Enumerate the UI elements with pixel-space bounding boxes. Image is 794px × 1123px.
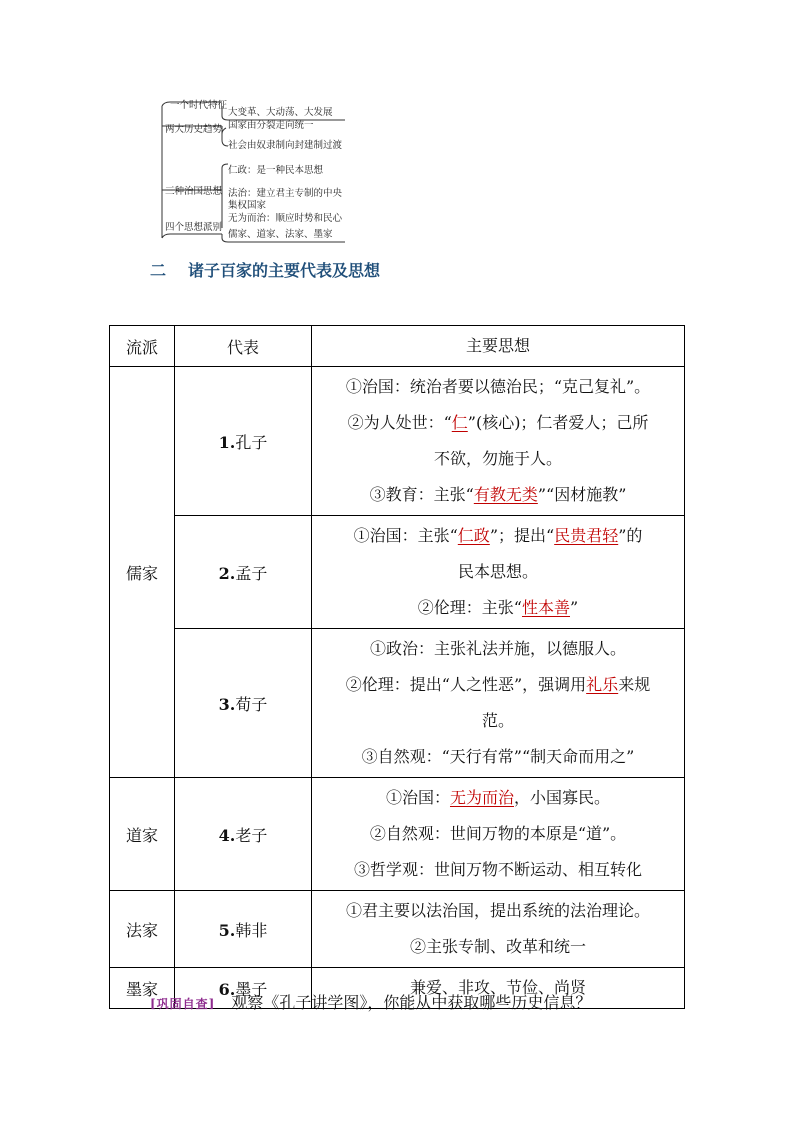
thought-text: ①君主要以法治国，提出系统的法治理论。 xyxy=(345,901,650,920)
branch-item: 仁政：是一种民本思想 xyxy=(228,165,324,176)
thought-line xyxy=(316,369,680,405)
representative-cell xyxy=(175,367,312,516)
representative-number: 2. xyxy=(218,563,236,583)
branch-item: 社会由奴隶制向封建制过渡 xyxy=(228,140,343,151)
representative-name: 孔子 xyxy=(235,432,268,452)
thought-text: ③教育：主张“ xyxy=(369,485,474,504)
keyword-blank: 仁 xyxy=(451,413,468,432)
thought-text: ，小国寡民。 xyxy=(514,788,611,807)
section-heading xyxy=(150,258,380,281)
section-number: 二 xyxy=(150,261,167,280)
thought-text: ②伦理：提出“人之性恶”，强调用 xyxy=(345,675,587,694)
thought-text: 范。 xyxy=(481,711,514,730)
thought-line xyxy=(316,780,680,816)
thought-text: ②伦理：主张“ xyxy=(417,598,522,617)
thought-text: ①治国： xyxy=(385,788,450,807)
thought-text: ”“因材施教” xyxy=(537,485,627,504)
table-row xyxy=(110,516,685,629)
branch-item: 国家由分裂走向统一 xyxy=(228,120,314,131)
thought-line xyxy=(316,929,680,965)
thought-text: ②为人处世：“ xyxy=(347,413,452,432)
representative-number: 6. xyxy=(218,979,236,999)
thought-line xyxy=(316,554,680,590)
thought-line xyxy=(316,852,680,888)
representative-number: 5. xyxy=(218,920,236,940)
thought-text: 不欲，勿施于人。 xyxy=(433,449,562,468)
thought-line xyxy=(316,518,680,554)
branch-label: 四个思想派别 xyxy=(165,222,223,233)
table-row xyxy=(110,891,685,968)
thought-text: ①治国：统治者要以德治民；“克己复礼”。 xyxy=(345,377,651,396)
keyword-blank: 民贵君轻 xyxy=(554,526,619,545)
thought-line xyxy=(316,893,680,929)
thought-line xyxy=(316,703,680,739)
representative-name: 荀子 xyxy=(235,694,268,714)
representative-name: 墨子 xyxy=(235,979,268,999)
branch-label: 一个时代特征 xyxy=(170,100,228,111)
thought-text: 民本思想。 xyxy=(457,562,538,581)
thought-text: ①政治：主张礼法并施，以德服人。 xyxy=(369,639,626,658)
school-cell: 法家 xyxy=(110,891,175,968)
section-title: 诸子百家的主要代表及思想 xyxy=(188,261,381,280)
representative-number: 4. xyxy=(218,825,236,845)
header-representative: 代表 xyxy=(175,326,312,367)
thought-text: ”的 xyxy=(618,526,643,545)
table-row xyxy=(110,778,685,891)
mind-map xyxy=(150,98,370,246)
school-cell: 道家 xyxy=(110,778,175,891)
thought-text: ” xyxy=(570,598,579,617)
representative-number: 1. xyxy=(218,432,236,452)
representative-name: 老子 xyxy=(235,825,268,845)
thought-cell xyxy=(312,367,685,516)
representative-name: 孟子 xyxy=(235,563,268,583)
review-question xyxy=(150,990,591,1013)
review-tag: [巩固自查] xyxy=(150,997,216,1011)
thought-text: ”(核心)；仁者爱人；己所 xyxy=(467,413,649,432)
keyword-blank: 无为而治 xyxy=(449,788,514,807)
table-row xyxy=(110,367,685,516)
table-body xyxy=(110,367,685,1009)
thought-line xyxy=(316,590,680,626)
keyword-blank: 性本善 xyxy=(521,598,570,617)
header-school: 流派 xyxy=(110,326,175,367)
thought-cell xyxy=(312,629,685,778)
thought-cell xyxy=(312,778,685,891)
school-cell: 墨家 xyxy=(110,968,175,1009)
header-main-thought: 主要思想 xyxy=(312,326,685,367)
thought-line xyxy=(316,477,680,513)
keyword-blank: 礼乐 xyxy=(586,675,619,694)
schools-table xyxy=(109,325,685,1009)
thought-line xyxy=(316,667,680,703)
thought-text: ③哲学观：世间万物不断运动、相互转化 xyxy=(353,860,642,879)
representative-cell xyxy=(175,891,312,968)
thought-cell xyxy=(312,891,685,968)
thought-text: ②自然观：世间万物的本原是“道”。 xyxy=(369,824,627,843)
branch-item: 集权国家 xyxy=(228,200,267,211)
branch-label: 三种治国思想 xyxy=(165,186,223,197)
branch-item: 儒家、道家、法家、墨家 xyxy=(228,229,333,240)
representative-cell xyxy=(175,778,312,891)
branch-item: 法治：建立君主专制的中央 xyxy=(228,188,343,199)
thought-text: 来规 xyxy=(618,675,651,694)
thought-line xyxy=(316,816,680,852)
thought-text: ①治国：主张“ xyxy=(353,526,458,545)
representative-cell xyxy=(175,629,312,778)
question-text: 观察《孔子讲学图》，你能从中获取哪些历史信息？ xyxy=(231,993,592,1012)
school-cell: 儒家 xyxy=(110,367,175,778)
thought-text: 兼爱、非攻、节俭、尚贤 xyxy=(409,978,586,997)
thought-line xyxy=(316,739,680,775)
branch-item: 无为而治：顺应时势和民心 xyxy=(228,213,343,224)
thought-text: ”；提出“ xyxy=(489,526,555,545)
representative-cell xyxy=(175,516,312,629)
thought-line xyxy=(316,405,680,441)
representative-name: 韩非 xyxy=(235,920,268,940)
table-header-row xyxy=(110,326,685,367)
representative-number: 3. xyxy=(218,694,236,714)
thought-cell xyxy=(312,516,685,629)
thought-text: ②主张专制、改革和统一 xyxy=(409,937,586,956)
thought-line xyxy=(316,441,680,477)
branch-label: 两大历史趋势 xyxy=(165,124,223,135)
keyword-blank: 仁政 xyxy=(457,526,490,545)
thought-line xyxy=(316,631,680,667)
branch-item: 大变革、大动荡、大发展 xyxy=(228,107,333,118)
table-row xyxy=(110,629,685,778)
thought-text: ③自然观：“天行有常”“制天命而用之” xyxy=(361,747,635,766)
keyword-blank: 有教无类 xyxy=(473,485,538,504)
